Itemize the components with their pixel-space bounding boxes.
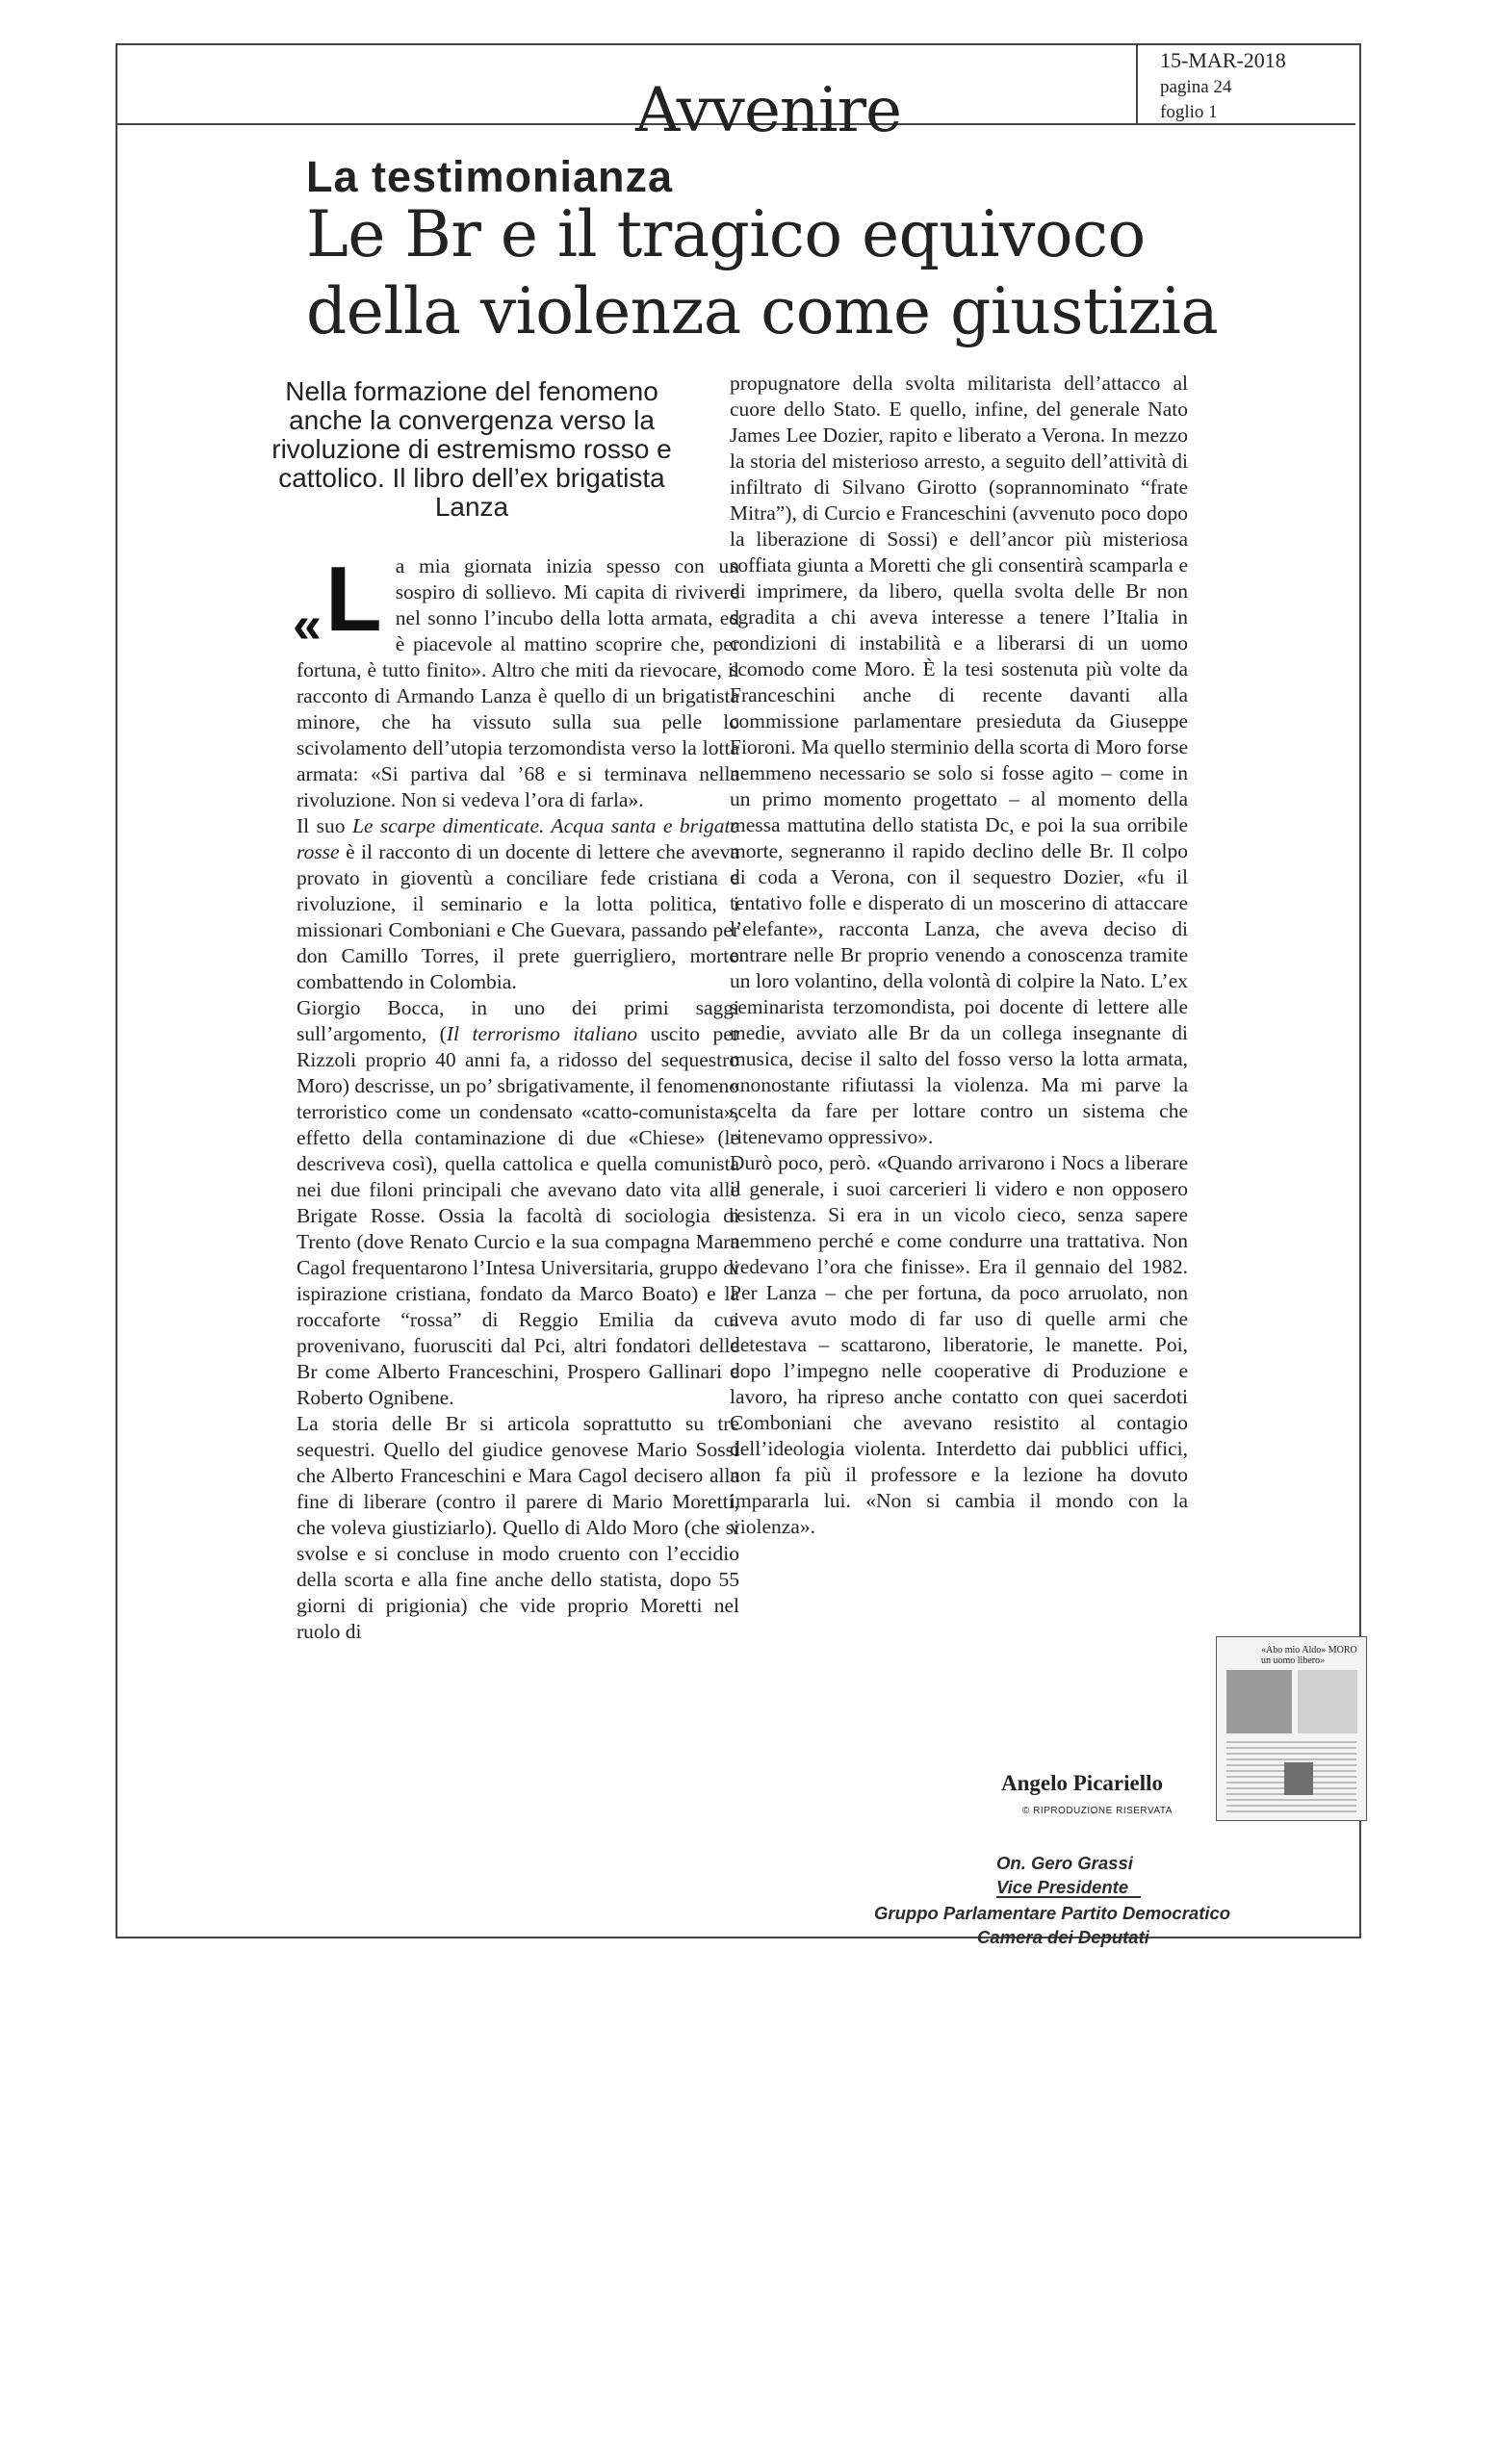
article-deck: Nella formazione del fenomeno anche la convergenza verso la rivoluzione di estremismo rosso e cattolico. Il libro dell’ex brigatista Lanza bbox=[271, 376, 672, 522]
paragraph bbox=[297, 813, 739, 995]
headline-line-2: della violenza come giustizia bbox=[306, 274, 1219, 348]
book-thumbnail bbox=[1216, 1636, 1367, 1821]
stamp-rule bbox=[996, 1896, 1141, 1898]
thumbnail-photo bbox=[1226, 1670, 1292, 1733]
meta-date: 15-MAR-2018 bbox=[1160, 48, 1286, 72]
paragraph-text: è il racconto di un docente di lettere che aveva provato in gioventù a conciliare fede cristiana e rivoluzione, il seminario e la lotta politica, i missionari Comboniani e Che Guevara, passando per don Camillo Torres, il prete guerrigliero, morto combattendo in Colombia. bbox=[297, 840, 739, 993]
stamp-name: On. Gero Grassi bbox=[996, 1853, 1133, 1873]
paragraph: Durò poco, però. «Quando arrivarono i Nocs a liberare il generale, i suoi carcerieri li videro e non opposero resistenza. Si era in un vicolo cieco, senza sapere nemmeno perché e come condurre una trattativa. Non vedevano l’ora che finisse». Era il gennaio del 1982. Per Lanza – che per fortuna, da poco arruolato, non aveva avuto modo di far uso di quelle armi che detestava – scattarono, liberatorie, le manette. Poi, dopo l’impegno nelle cooperative di Produzione e lavoro, ha ripreso anche contatto con quei sacerdoti Comboniani che avevano resistito al contagio dell’ideologia violenta. Interdetto dai pubblici uffici, non fa più il professore e la lezione ha dovuto impararla lui. «Non si cambia il mondo con la violenza». bbox=[730, 1151, 1188, 1538]
thumbnail-photo-secondary bbox=[1298, 1670, 1357, 1733]
paragraph-text: Giorgio Bocca, in uno dei primi saggi sull’argomento, ( bbox=[297, 996, 739, 1045]
thumbnail-block bbox=[1284, 1762, 1313, 1795]
article-kicker: La testimonianza bbox=[306, 152, 674, 201]
byline: Angelo Picariello bbox=[1001, 1771, 1163, 1795]
headline-line-1: Le Br e il tragico equivoco bbox=[306, 197, 1146, 271]
article-column-1 bbox=[293, 548, 739, 1645]
paragraph: La storia delle Br si articola soprattutto su tre sequestri. Quello del giudice genovese Mario Sossi che Alberto Franceschini e Mara Cagol decisero alla fine di liberare (contro il parere di Mario Moretti, che voleva giustiziarlo). Quello di Aldo Moro (che si svolse e si concluse in modo cruento con l’eccidio della scorta e alla fine anche dello statista, dopo 55 giorni di prigionia) che vide proprio Moretti nel ruolo di bbox=[297, 1412, 739, 1643]
meta-page: pagina 24 bbox=[1160, 77, 1232, 97]
rights-notice: © RIPRODUZIONE RISERVATA bbox=[1022, 1806, 1173, 1816]
dropcap-letter: L bbox=[325, 548, 382, 651]
meta-sheet: foglio 1 bbox=[1160, 102, 1218, 122]
thumbnail-title: «Abo mio Aldo» MORO un uomo libero» bbox=[1261, 1645, 1357, 1666]
dropcap-quote: « bbox=[293, 596, 322, 654]
book-title: Le scarpe dimenticate. Acqua santa e brigate rosse bbox=[297, 814, 739, 863]
paragraph: a mia giornata inizia spesso con un sospiro di sollievo. Mi capita di rivivere nel sonno l’incubo della lotta armata, ed è piacevole al mattino scoprire che, per fortuna, è tutto finito». Altro che miti da rievocare, il racconto di Armando Lanza è quello di un brigatista minore, che ha vissuto sulla sua pelle lo scivolamento dell’utopia terzomondista verso la lotta armata: «Si partiva dal ’68 e si terminava nella rivoluzione. Non si vedeva l’ora di farla». bbox=[297, 554, 739, 811]
book-title: Il terrorismo italiano bbox=[446, 1022, 638, 1045]
masthead-logo: Avvenire bbox=[635, 75, 901, 146]
paragraph bbox=[297, 995, 739, 1411]
article-column-2 bbox=[730, 371, 1188, 1540]
drop-cap bbox=[293, 548, 382, 654]
stamp-group: Gruppo Parlamentare Partito Democratico bbox=[874, 1903, 1231, 1923]
stamp-chamber: Camera dei Deputati bbox=[977, 1927, 1149, 1947]
stamp-role: Vice Presidente bbox=[996, 1877, 1129, 1897]
paragraph-text: Il suo bbox=[297, 814, 346, 837]
paragraph-text: uscito per Rizzoli proprio 40 anni fa, a ridosso del sequestro Moro) descrisse, un po’ sbrigativamente, il fenomeno terroristico come un condensato «catto-comunista», effetto della contaminazione di due «Chiese» (le descriveva così), quella cattolica e quella comunista nei due filoni principali che avevano dato vita alle Brigate Rosse. Ossia la facoltà di sociologia di Trento (dove Renato Curcio e la sua compagna Mara Cagol frequentarono l’Intesa Universitaria, gruppo di ispirazione cristiana, fondato da Marco Boato) e la roccaforte “rossa” di Reggio Emilia da cui provenivano, fuorusciti dal Pci, altri fondatori delle Br come Alberto Franceschini, Prospero Gallinari e Roberto Ognibene. bbox=[297, 1022, 739, 1409]
paragraph: propugnatore della svolta militarista dell’attacco al cuore dello Stato. E quello, infine, del generale Nato James Lee Dozier, rapito e liberato a Verona. In mezzo la storia del misterioso arresto, a seguito dell’attività di infiltrato di Silvano Girotto (soprannominato “frate Mitra”), di Curcio e Franceschini (avvenuto poco dopo la liberazione di Sossi) e dell’ancor più misteriosa soffiata giunta a Moretti che gli consentirà scamparla e di imprimere, da libero, quella svolta delle Br non sgradita a chi aveva interesse a tenere l’Italia in condizioni di instabilità e a liberarsi di un uomo scomodo come Moro. È la tesi sostenuta più volte da Franceschini anche di recente davanti alla commissione parlamentare presieduta da Giuseppe Fioroni. Ma quello sterminio della scorta di Moro forse nemmeno necessario se solo si fosse agito – come in un primo momento progettato – al momento della messa mattutina dello statista Dc, e poi la sua orribile morte, segneranno il rapido declino delle Br. Il colpo di coda a Verona, con il sequestro Dozier, «fu il tentativo folle e disperato di un moscerino di attaccare l’elefante», racconta Lanza, che aveva deciso di entrare nelle Br proprio venendo a conoscenza tramite un loro volantino, della volontà di colpire la Nato. L’ex seminarista terzomondista, poi docente di lettere alle medie, avviato alle Br da un collega insegnante di musica, decise il salto del fosso verso la lotta armata, «nonostante rifiutassi la violenza. Ma mi parve la scelta da fare per lottare contro un sistema che ritenevamo oppressivo». bbox=[730, 372, 1188, 1148]
